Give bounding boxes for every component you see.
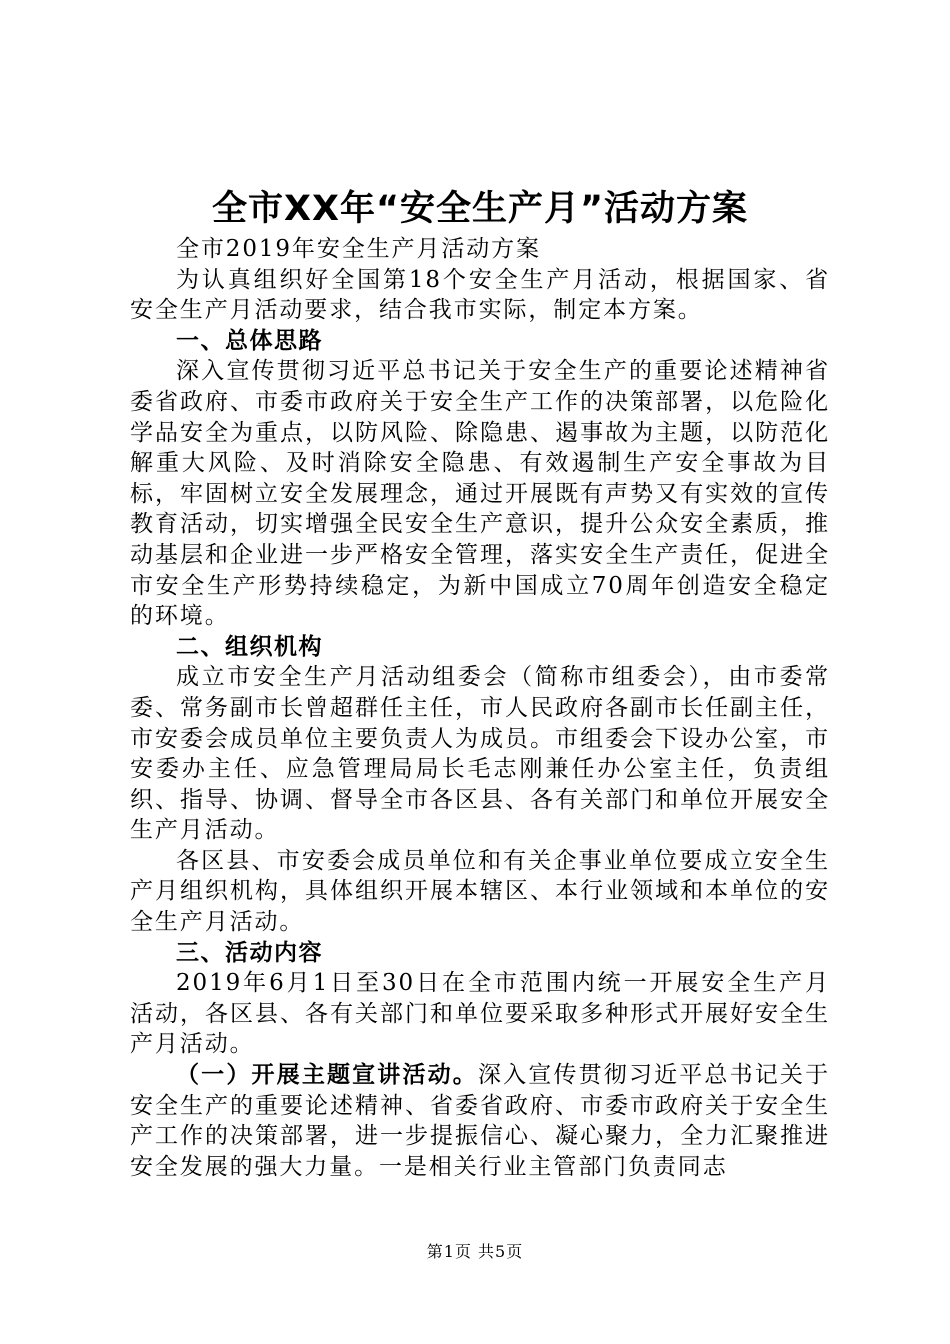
section-heading-overall-approach: 一、总体思路 — [176, 327, 323, 354]
activity-item-1-lead: （一）开展主题宣讲活动。 — [176, 1062, 478, 1089]
section-heading-activities: 三、活动内容 — [176, 939, 323, 966]
document-subtitle: 全市2019年安全生产月活动方案 — [176, 236, 541, 262]
page-footer: 第1页 共5页 — [426, 1242, 524, 1261]
activities-paragraph-1: 2019年6月1日至30日在全市范围内统一开展安全生产月活动，各区县、各有关部门和单位要采取多种形式开展好安全生产月活动。 — [130, 970, 830, 1058]
organization-paragraph-2: 各区县、市安委会成员单位和有关企事业单位要成立安全生产月组织机构，具体组织开展本辖区、本行业领域和本单位的安全生产月活动。 — [130, 847, 830, 936]
document-body — [130, 234, 830, 1182]
document-title: 全市XX年“安全生产月”活动方案 — [212, 189, 748, 229]
intro-paragraph: 为认真组织好全国第18个安全生产月活动，根据国家、省安全生产月活动要求，结合我市实际，制定本方案。 — [130, 266, 830, 324]
section-heading-organization: 二、组织机构 — [176, 633, 323, 660]
activity-item-1-text: 深入宣传贯彻习近平总书记关于安全生产的重要论述精神、省委省政府、市委市政府关于安全生产工作的决策部署，进一步提振信心、凝心聚力，全力汇聚推进安全发展的强大力量。一是相关行业主管部门负责同志 — [130, 1062, 830, 1180]
organization-paragraph-1: 成立市安全生产月活动组委会（简称市组委会），由市委常委、常务副市长曾超群任主任，市人民政府各副市长任副主任，市安委会成员单位主要负责人为成员。市组委会下设办公室，市安委办主任、应急管理局局长毛志刚兼任办公室主任，负责组织、指导、协调、督导全市各区县、各有关部门和单位开展安全生产月活动。 — [130, 664, 830, 844]
overall-approach-paragraph: 深入宣传贯彻习近平总书记关于安全生产的重要论述精神省委省政府、市委市政府关于安全生产工作的决策部署，以危险化学品安全为重点，以防风险、除隐患、遏事故为主题，以防范化解重大风险、及时消除安全隐患、有效遏制生产安全事故为目标，牢固树立安全发展理念，通过开展既有声势又有实效的宣传教育活动，切实增强全民安全生产意识，提升公众安全素质，推动基层和企业进一步严格安全管理，落实安全生产责任，促进全市安全生产形势持续稳定，为新中国成立70周年创造安全稳定的环境。 — [130, 358, 830, 630]
activity-item-1 — [130, 1060, 830, 1182]
